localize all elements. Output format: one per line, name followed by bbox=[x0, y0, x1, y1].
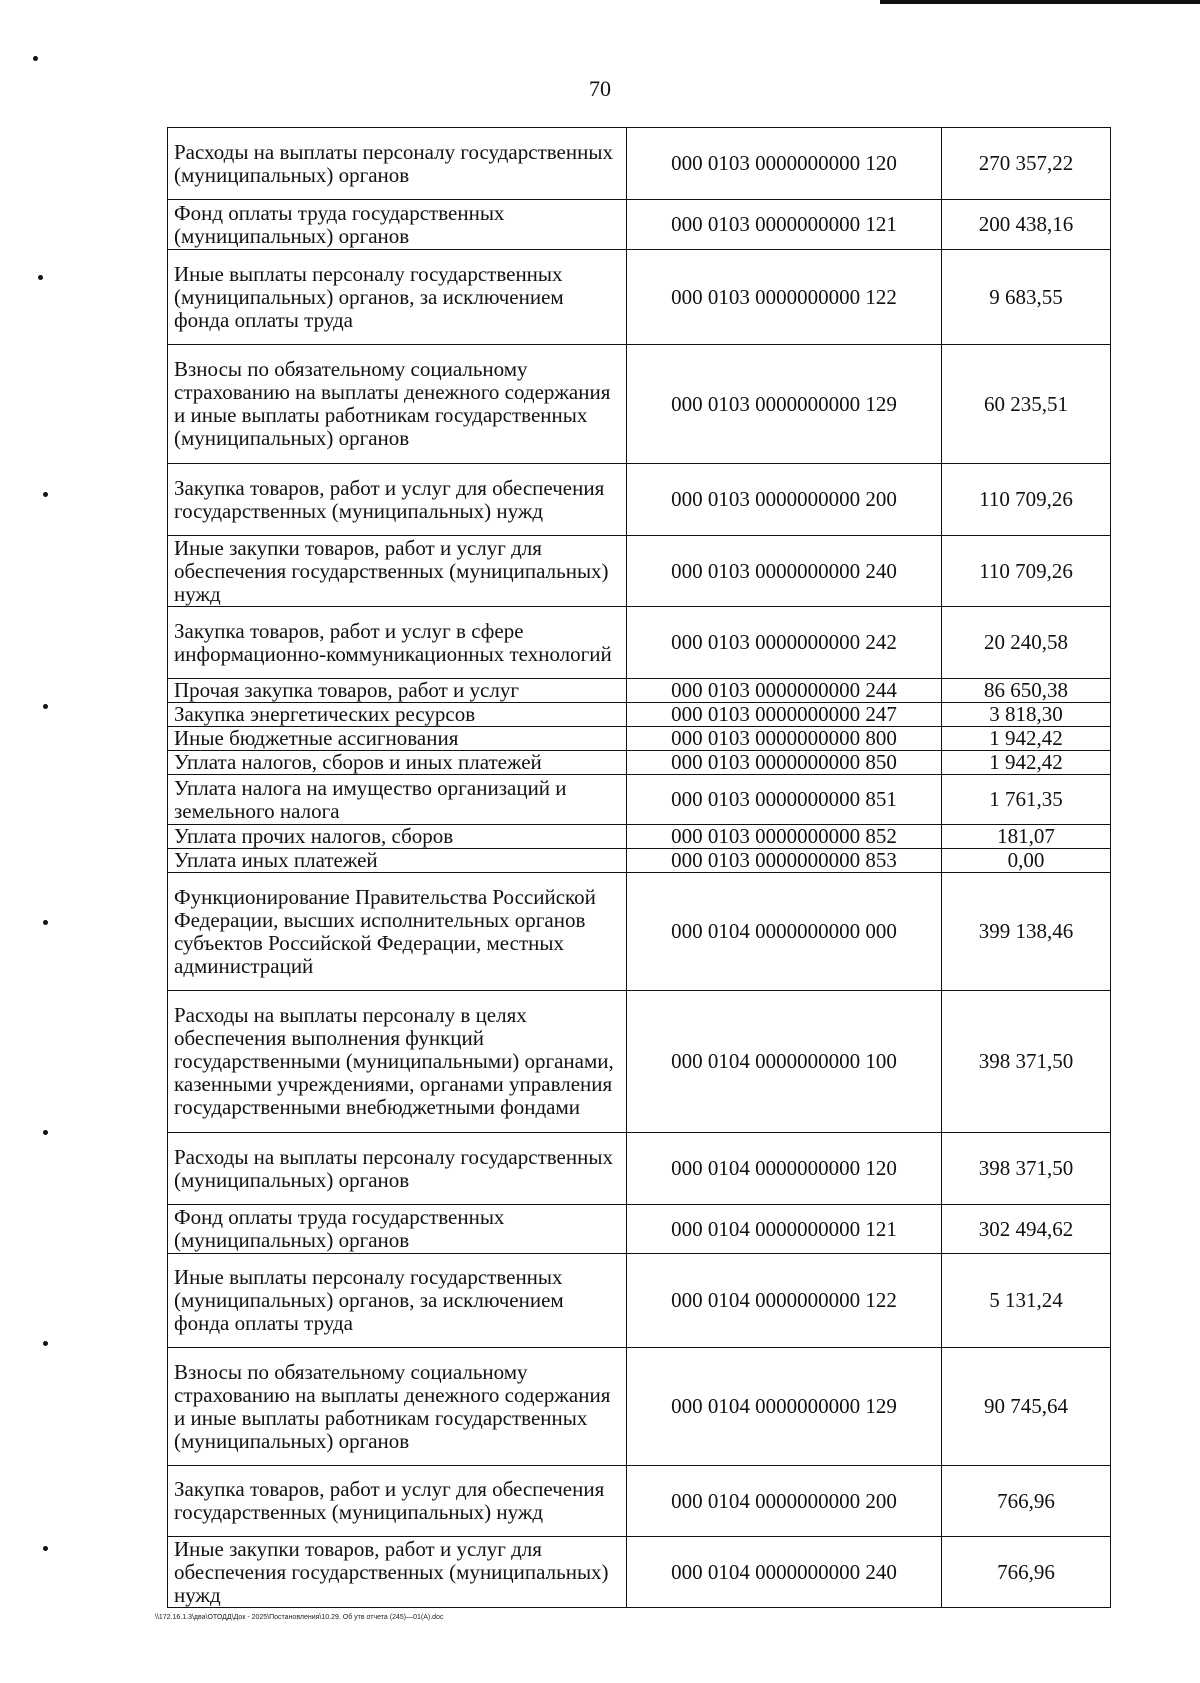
table-row bbox=[168, 1254, 1111, 1348]
row-code: 000 0104 0000000000 122 bbox=[627, 1254, 942, 1348]
row-name: Закупка товаров, работ и услуг в сфере информационно-коммуникационных технологий bbox=[168, 607, 627, 679]
row-name: Расходы на выплаты персоналу в целях обеспечения выполнения функций государственными (муниципальными) органами, казенными учреждениями, органами управления государственными внебюджетными фондами bbox=[168, 991, 627, 1133]
row-name: Фонд оплаты труда государственных (муниципальных) органов bbox=[168, 1205, 627, 1254]
row-code: 000 0103 0000000000 851 bbox=[627, 775, 942, 825]
row-code: 000 0103 0000000000 850 bbox=[627, 751, 942, 775]
row-code: 000 0103 0000000000 240 bbox=[627, 536, 942, 607]
row-code: 000 0103 0000000000 129 bbox=[627, 345, 942, 464]
margin-dot bbox=[43, 492, 48, 497]
table-row bbox=[168, 775, 1111, 825]
row-amount: 5 131,24 bbox=[942, 1254, 1111, 1348]
row-name: Расходы на выплаты персоналу государственных (муниципальных) органов bbox=[168, 1133, 627, 1205]
table-row bbox=[168, 536, 1111, 607]
row-code: 000 0103 0000000000 120 bbox=[627, 128, 942, 200]
row-code: 000 0104 0000000000 000 bbox=[627, 873, 942, 991]
row-name: Прочая закупка товаров, работ и услуг bbox=[168, 679, 627, 703]
row-code: 000 0103 0000000000 247 bbox=[627, 703, 942, 727]
row-name: Иные закупки товаров, работ и услуг для обеспечения государственных (муниципальных) нужд bbox=[168, 1537, 627, 1608]
budget-table bbox=[167, 127, 1111, 1608]
margin-dot bbox=[33, 56, 38, 61]
row-amount: 1 942,42 bbox=[942, 727, 1111, 751]
table-row bbox=[168, 345, 1111, 464]
row-name: Уплата иных платежей bbox=[168, 849, 627, 873]
row-code: 000 0103 0000000000 244 bbox=[627, 679, 942, 703]
row-amount: 200 438,16 bbox=[942, 200, 1111, 250]
top-edge-line bbox=[880, 0, 1200, 4]
row-amount: 110 709,26 bbox=[942, 464, 1111, 536]
row-name: Закупка энергетических ресурсов bbox=[168, 703, 627, 727]
row-amount: 9 683,55 bbox=[942, 250, 1111, 345]
row-code: 000 0104 0000000000 121 bbox=[627, 1205, 942, 1254]
row-amount: 302 494,62 bbox=[942, 1205, 1111, 1254]
row-amount: 1 942,42 bbox=[942, 751, 1111, 775]
table-row bbox=[168, 1133, 1111, 1205]
row-amount: 766,96 bbox=[942, 1537, 1111, 1608]
row-amount: 110 709,26 bbox=[942, 536, 1111, 607]
table-row bbox=[168, 679, 1111, 703]
margin-dot bbox=[43, 920, 48, 925]
table-row bbox=[168, 751, 1111, 775]
margin-dot bbox=[38, 275, 43, 280]
row-amount: 399 138,46 bbox=[942, 873, 1111, 991]
row-amount: 270 357,22 bbox=[942, 128, 1111, 200]
table-row bbox=[168, 250, 1111, 345]
table-row bbox=[168, 200, 1111, 250]
table-row bbox=[168, 607, 1111, 679]
page-number: 70 bbox=[589, 76, 611, 101]
row-code: 000 0104 0000000000 120 bbox=[627, 1133, 942, 1205]
table-row bbox=[168, 1348, 1111, 1466]
row-amount: 398 371,50 bbox=[942, 1133, 1111, 1205]
row-amount: 90 745,64 bbox=[942, 1348, 1111, 1466]
row-name: Уплата налогов, сборов и иных платежей bbox=[168, 751, 627, 775]
row-amount: 766,96 bbox=[942, 1466, 1111, 1537]
table-row bbox=[168, 991, 1111, 1133]
row-amount: 60 235,51 bbox=[942, 345, 1111, 464]
row-amount: 86 650,38 bbox=[942, 679, 1111, 703]
margin-dot bbox=[43, 704, 48, 709]
row-amount: 20 240,58 bbox=[942, 607, 1111, 679]
row-amount: 1 761,35 bbox=[942, 775, 1111, 825]
row-amount: 181,07 bbox=[942, 825, 1111, 849]
table-row bbox=[168, 1537, 1111, 1608]
budget-table-body bbox=[168, 128, 1111, 1608]
row-name: Фонд оплаты труда государственных (муниципальных) органов bbox=[168, 200, 627, 250]
margin-dot bbox=[43, 1130, 48, 1135]
row-code: 000 0103 0000000000 200 bbox=[627, 464, 942, 536]
table-row bbox=[168, 128, 1111, 200]
row-name: Взносы по обязательному социальному страхованию на выплаты денежного содержания и иные выплаты работникам государственных (муниципальных) органов bbox=[168, 1348, 627, 1466]
footer-file-path: \\172.16.1.3\два\ОТОДД\Док - 2025\Постановления\10.29. Об утв отчета (245)—01(А).doc bbox=[155, 1614, 444, 1621]
row-code: 000 0104 0000000000 240 bbox=[627, 1537, 942, 1608]
row-code: 000 0104 0000000000 129 bbox=[627, 1348, 942, 1466]
row-name: Иные бюджетные ассигнования bbox=[168, 727, 627, 751]
row-code: 000 0103 0000000000 853 bbox=[627, 849, 942, 873]
table-row bbox=[168, 727, 1111, 751]
margin-dot bbox=[43, 1546, 48, 1551]
row-name: Иные выплаты персоналу государственных (муниципальных) органов, за исключением фонда оплаты труда bbox=[168, 1254, 627, 1348]
row-name: Расходы на выплаты персоналу государственных (муниципальных) органов bbox=[168, 128, 627, 200]
row-name: Иные закупки товаров, работ и услуг для обеспечения государственных (муниципальных) нужд bbox=[168, 536, 627, 607]
row-name: Функционирование Правительства Российской Федерации, высших исполнительных органов субъектов Российской Федерации, местных администраций bbox=[168, 873, 627, 991]
table-row bbox=[168, 1205, 1111, 1254]
table-row bbox=[168, 849, 1111, 873]
row-code: 000 0103 0000000000 800 bbox=[627, 727, 942, 751]
row-code: 000 0103 0000000000 121 bbox=[627, 200, 942, 250]
row-name: Закупка товаров, работ и услуг для обеспечения государственных (муниципальных) нужд bbox=[168, 1466, 627, 1537]
table-row bbox=[168, 1466, 1111, 1537]
margin-dot bbox=[43, 1341, 48, 1346]
row-name: Закупка товаров, работ и услуг для обеспечения государственных (муниципальных) нужд bbox=[168, 464, 627, 536]
row-code: 000 0103 0000000000 852 bbox=[627, 825, 942, 849]
row-code: 000 0103 0000000000 242 bbox=[627, 607, 942, 679]
table-row bbox=[168, 464, 1111, 536]
table-row bbox=[168, 825, 1111, 849]
row-code: 000 0104 0000000000 200 bbox=[627, 1466, 942, 1537]
row-name: Взносы по обязательному социальному страхованию на выплаты денежного содержания и иные выплаты работникам государственных (муниципальных) органов bbox=[168, 345, 627, 464]
row-code: 000 0104 0000000000 100 bbox=[627, 991, 942, 1133]
row-code: 000 0103 0000000000 122 bbox=[627, 250, 942, 345]
row-name: Иные выплаты персоналу государственных (муниципальных) органов, за исключением фонда оплаты труда bbox=[168, 250, 627, 345]
row-amount: 3 818,30 bbox=[942, 703, 1111, 727]
row-amount: 0,00 bbox=[942, 849, 1111, 873]
table-row bbox=[168, 873, 1111, 991]
row-name: Уплата прочих налогов, сборов bbox=[168, 825, 627, 849]
row-amount: 398 371,50 bbox=[942, 991, 1111, 1133]
table-row bbox=[168, 703, 1111, 727]
row-name: Уплата налога на имущество организаций и земельного налога bbox=[168, 775, 627, 825]
